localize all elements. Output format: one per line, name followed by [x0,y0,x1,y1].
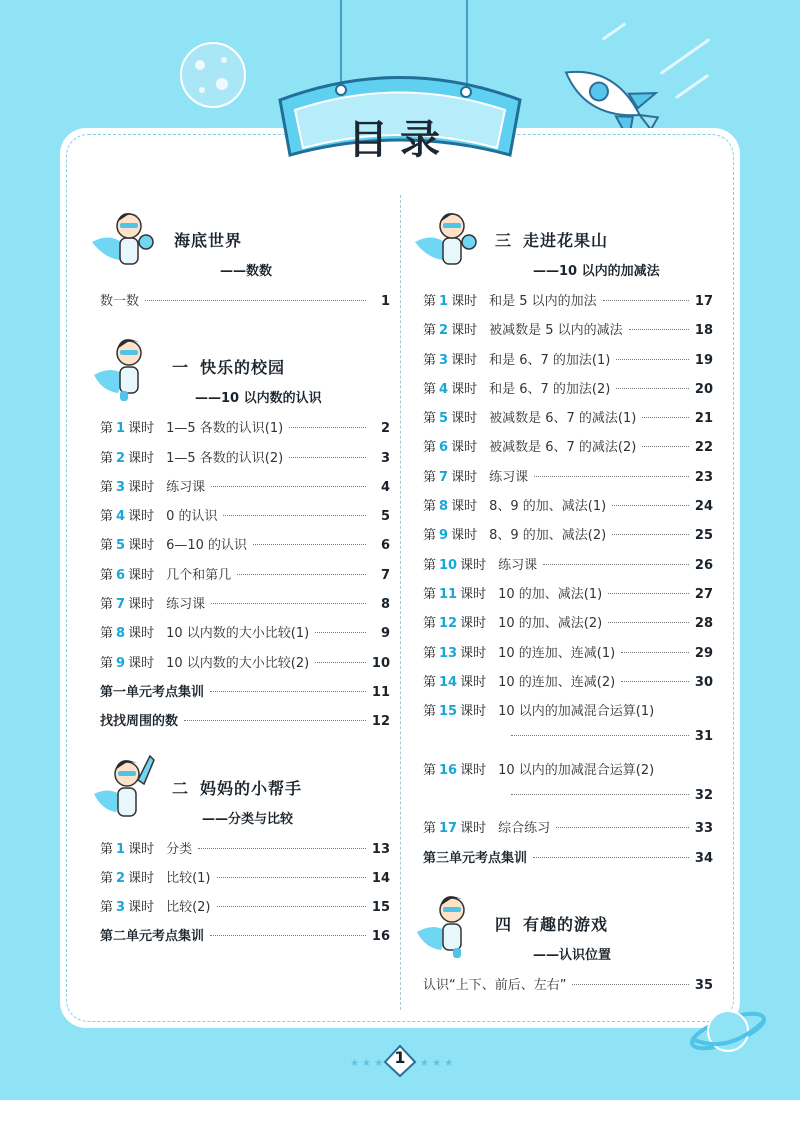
lesson-number: 3 [439,352,449,368]
entry-title: 比较(2) [166,900,211,916]
entry-prefix: 第 [100,421,114,437]
entry-suffix: 课时 [460,704,487,720]
toc-entry[interactable] [423,524,713,553]
leader-dots [511,794,689,795]
entry-title: 被减数是 6、7 的减法(1) [489,411,637,427]
entry-title: 10 的加、减法(2) [498,616,603,632]
entry-title: 和是 6、7 的加法(2) [489,381,611,397]
leader-dots [608,622,689,623]
section-header-unit2 [100,758,390,838]
leader-dots [217,906,366,907]
leader-dots [556,827,689,828]
entry-prefix: 第 [423,499,437,515]
page-number: 13 [371,841,390,857]
entry-title: 综合练习 [498,821,551,837]
lesson-number: 10 [439,557,458,573]
toc-entry[interactable] [423,583,713,612]
section-title-text: 海底世界 [174,231,243,250]
moon-icon [178,40,248,110]
page-number: 24 [694,499,713,515]
toc-entry[interactable] [100,447,390,476]
entry-suffix: 课时 [451,469,478,485]
lesson-number: 1 [116,421,126,437]
entry-title: 认识“上下、前后、左右” [423,977,567,993]
page-number: 14 [371,870,390,886]
leader-dots [642,446,689,447]
entry-suffix: 课时 [451,323,478,339]
superhero-icon [413,202,485,278]
page-number: 35 [694,977,713,993]
leader-dots [315,662,366,663]
entry-prefix: 第 [100,450,114,466]
toc-entry[interactable] [423,700,713,729]
leader-dots [253,544,366,545]
entry-prefix: 第 [423,323,437,339]
page-number: 31 [694,729,713,745]
page-number: 29 [694,645,713,661]
leader-dots [534,476,689,477]
entry-suffix: 课时 [451,499,478,515]
entry-title: 1—5 各数的认识(2) [166,450,284,466]
entry-list-unit1 [100,417,390,681]
entry-title: 10 以内数的大小比较(2) [166,655,310,671]
entry-suffix: 课时 [128,479,155,495]
lesson-number: 13 [439,645,458,661]
entry-title: 被减数是 6、7 的减法(2) [489,440,637,456]
entry-prefix: 第 [423,821,437,837]
toc-entry[interactable] [100,564,390,593]
entry-title: 6—10 的认识 [166,538,248,554]
page-number: 18 [694,323,713,339]
entry-prefix: 第 [100,655,114,671]
lesson-number: 11 [439,586,458,602]
section-title-unit2 [172,776,302,799]
toc-column-right [423,210,713,1003]
leader-dots [210,691,366,692]
entry-prefix: 第 [423,586,437,602]
entry-title: 找找周围的数 [100,714,179,730]
section-header-unit4 [423,894,713,974]
toc-entry[interactable] [100,417,390,446]
page-number: 22 [694,440,713,456]
column-divider [400,195,401,1010]
entry-prefix: 第 [100,538,114,554]
section-number: 四 [495,914,513,934]
page-number: 6 [380,538,390,554]
page-number: 28 [694,616,713,632]
entry-title: 练习课 [498,557,538,573]
toc-entry[interactable] [423,554,713,583]
entry-suffix: 课时 [460,616,487,632]
lesson-number: 1 [439,294,449,309]
entry-prefix: 第 [100,479,114,495]
page-number: 26 [694,557,713,573]
entry-prefix: 第 [100,567,114,583]
leader-dots [511,735,689,736]
leader-dots [621,652,689,653]
toc-entry[interactable] [423,466,713,495]
entry-list-unit3 [423,290,713,700]
page-number: 1 [394,1048,406,1067]
page-number: 5 [380,509,390,525]
entry-title: 8、9 的加、减法(1) [489,499,607,515]
section-subtitle-unit3: ——10 以内的加减法 [533,264,660,279]
entry-title: 10 的连加、连减(2) [498,674,616,690]
page-number: 4 [380,479,390,495]
leader-dots [629,329,689,330]
entry-title: 分类 [166,841,193,857]
entry-prefix: 第 [100,509,114,525]
entry-title: 数一数 [100,294,140,309]
toc-entry[interactable] [100,593,390,622]
page-number: 10 [371,655,390,671]
toc-entry[interactable] [100,290,390,319]
entry-prefix: 第 [423,557,437,573]
svg-text:★ ★ ★: ★ ★ ★ [350,1058,384,1069]
entry-list-unit1-extra [100,681,390,740]
toc-entry[interactable] [100,534,390,563]
lesson-number: 2 [116,870,126,886]
page-number: 11 [371,684,390,700]
entry-prefix: 第 [423,762,437,778]
entry-suffix: 课时 [128,626,155,642]
lesson-number: 15 [439,704,458,720]
entry-title: 几个和第几 [166,567,232,583]
page-number: 16 [371,929,390,945]
toc-entry[interactable] [100,476,390,505]
toc-entry[interactable] [423,495,713,524]
entry-suffix: 课时 [128,900,155,916]
page-number: 1 [380,294,390,309]
page-number: 9 [380,626,390,642]
lesson-number: 2 [439,323,449,339]
toc-entry[interactable] [100,681,390,710]
page-number: 21 [694,411,713,427]
toc-entry[interactable] [100,896,390,925]
entry-prefix: 第 [423,645,437,661]
lesson-number: 17 [439,821,458,837]
entry-prefix: 第 [423,294,437,309]
toc-entry[interactable] [423,847,713,876]
page-number: 33 [694,821,713,837]
toc-entry-continuation [423,729,713,758]
entry-list-unit2-extra [100,925,390,954]
page-number: 34 [694,850,713,866]
entry-prefix: 第 [423,528,437,544]
leader-dots [612,534,689,535]
page-title: 目录 [348,117,452,163]
lesson-number: 9 [439,528,449,544]
leader-dots [642,417,689,418]
toc-entry[interactable] [423,671,713,700]
entry-suffix: 课时 [451,440,478,456]
section-title-unit1 [172,355,285,378]
leader-dots [289,427,366,428]
page-number: 32 [694,788,713,804]
lesson-number: 12 [439,616,458,632]
leader-dots [210,935,366,936]
page-number: 3 [380,450,390,466]
entry-title: 10 以内数的大小比较(1) [166,626,310,642]
section-subtitle-unit2: ——分类与比较 [202,811,294,827]
page-number: 15 [371,900,390,916]
lesson-number: 8 [116,626,126,642]
toc-entry-long[interactable] [423,759,713,818]
entry-title: 比较(1) [166,870,211,886]
page-number: 25 [694,528,713,544]
entry-title: 和是 6、7 的加法(1) [489,352,611,368]
entry-prefix: 第 [423,352,437,368]
leader-dots [621,681,689,682]
page-number: 23 [694,469,713,485]
entry-suffix: 课时 [451,352,478,368]
entry-suffix: 课时 [128,655,155,671]
toc-entry[interactable] [423,612,713,641]
entry-prefix: 第 [100,870,114,886]
leader-dots [289,457,366,458]
lesson-number: 8 [439,499,449,515]
lesson-number: 4 [116,509,126,525]
page-number: 7 [380,567,390,583]
entry-suffix: 课时 [460,762,487,778]
toc-entry[interactable] [100,652,390,681]
toc-entry[interactable] [423,378,713,407]
leader-dots [217,877,366,878]
entry-prefix: 第 [423,616,437,632]
entry-prefix: 第 [100,626,114,642]
page-number: 12 [371,714,390,730]
entry-suffix: 课时 [451,294,478,309]
leader-dots [616,359,689,360]
entry-list-unit4 [423,974,713,1003]
lesson-number: 2 [116,450,126,466]
section-header-unit1 [100,337,390,417]
toc-entry[interactable] [100,622,390,651]
toc-entry-long[interactable] [423,700,713,759]
entry-prefix: 第 [100,900,114,916]
section-title-intro [174,228,242,251]
entry-suffix: 课时 [128,870,155,886]
leader-dots [533,857,689,858]
superhero-icon [413,886,485,962]
superhero-icon [90,329,162,405]
entry-title: 第二单元考点集训 [100,929,205,945]
superhero-icon [90,750,162,826]
toc-entry[interactable] [100,838,390,867]
section-title-text: 快乐的校园 [200,358,286,378]
section-title-text: 妈妈的小帮手 [200,778,303,798]
toc-entry-continuation [423,788,713,817]
section-title-unit3 [495,228,608,251]
toc-entry[interactable] [100,710,390,739]
toc-entry[interactable] [100,925,390,954]
toc-column-left [100,210,390,955]
toc-entry[interactable] [100,867,390,896]
page-number: 30 [694,674,713,690]
entry-title: 练习课 [489,469,529,485]
toc-entry[interactable] [100,505,390,534]
entry-prefix: 第 [100,597,114,613]
section-subtitle-intro: ——数数 [220,264,273,279]
entry-prefix: 第 [423,674,437,690]
lesson-number: 9 [116,655,126,671]
entry-suffix: 课时 [460,557,487,573]
leader-dots [211,603,366,604]
lesson-number: 7 [116,597,126,613]
lesson-number: 6 [116,567,126,583]
entry-prefix: 第 [423,440,437,456]
entry-title: 练习课 [166,597,206,613]
entry-suffix: 课时 [460,645,487,661]
toc-entry[interactable] [423,974,713,1003]
leader-dots [543,564,689,565]
toc-entry[interactable] [423,817,713,846]
section-header-intro [100,210,390,290]
lesson-number: 6 [439,440,449,456]
entry-list-unit2 [100,838,390,926]
toc-entry[interactable] [423,436,713,465]
section-number: 一 [172,358,190,378]
entry-title: 第一单元考点集训 [100,684,205,700]
entry-prefix: 第 [423,381,437,397]
lesson-number: 3 [116,900,126,916]
entry-title: 练习课 [166,479,206,495]
section-number: 二 [172,778,190,798]
entry-title: 0 的认识 [166,509,218,525]
lesson-number: 1 [116,841,126,857]
toc-entry[interactable] [423,759,713,788]
entry-title: 被减数是 5 以内的减法 [489,323,623,339]
section-title-text: 走进花果山 [523,231,609,250]
section-subtitle-unit4: ——认识位置 [533,947,612,963]
leader-dots [608,593,689,594]
entry-suffix: 课时 [451,528,478,544]
entry-suffix: 课时 [128,597,155,613]
entry-suffix: 课时 [128,421,155,437]
section-subtitle-unit1: ——10 以内数的认识 [195,391,322,407]
entry-list-intro [100,290,390,319]
leader-dots [237,574,366,575]
leader-dots [315,632,366,633]
entry-title: 10 的加、减法(1) [498,586,603,602]
toc-entry[interactable] [423,349,713,378]
entry-prefix: 第 [423,469,437,485]
entry-list-unit3-extra [423,847,713,876]
svg-text:★ ★ ★: ★ ★ ★ [420,1058,454,1069]
entry-suffix: 课时 [128,567,155,583]
leader-dots [184,720,366,721]
toc-entry[interactable] [423,290,713,319]
entry-suffix: 课时 [460,674,487,690]
leader-dots [612,505,689,506]
lesson-number: 7 [439,469,449,485]
entry-prefix: 第 [423,411,437,427]
entry-title: 8、9 的加、减法(2) [489,528,607,544]
entry-suffix: 课时 [451,381,478,397]
lesson-number: 4 [439,381,449,397]
toc-entry[interactable] [423,642,713,671]
entry-suffix: 课时 [128,509,155,525]
toc-entry[interactable] [423,319,713,348]
section-title-text: 有趣的游戏 [523,914,609,934]
page-number: 8 [380,597,390,613]
entry-title: 第三单元考点集训 [423,850,528,866]
section-title-unit4 [495,912,608,935]
entry-suffix: 课时 [128,450,155,466]
leader-dots [572,984,688,985]
entry-prefix: 第 [100,841,114,857]
leader-dots [145,300,366,301]
lesson-number: 14 [439,674,458,690]
entry-suffix: 课时 [460,586,487,602]
toc-entry[interactable] [423,407,713,436]
entry-suffix: 课时 [460,821,487,837]
entry-suffix: 课时 [128,538,155,554]
planet-icon [688,995,768,1065]
lesson-number: 5 [116,538,126,554]
superhero-icon [90,202,162,278]
lesson-number: 16 [439,762,458,778]
entry-list-unit3-tail [423,817,713,846]
entry-prefix: 第 [423,704,437,720]
entry-title: 1—5 各数的认识(1) [166,421,284,437]
leader-dots [211,486,366,487]
lesson-number: 5 [439,411,449,427]
page-number: 2 [380,421,390,437]
leader-dots [603,300,689,301]
page-number: 20 [694,381,713,397]
lesson-number: 3 [116,479,126,495]
section-number: 三 [495,231,513,250]
page-number: 19 [694,352,713,368]
leader-dots [198,848,366,849]
entry-title: 10 以内的加减混合运算(2) [498,762,655,778]
entry-title: 和是 5 以内的加法 [489,294,597,309]
page-number: 27 [694,586,713,602]
leader-dots [616,388,689,389]
section-header-unit3 [423,210,713,290]
entry-title: 10 的连加、连减(1) [498,645,616,661]
entry-suffix: 课时 [128,841,155,857]
page-number: 17 [694,294,713,309]
leader-dots [223,515,366,516]
entry-title: 10 以内的加减混合运算(1) [498,704,655,720]
entry-suffix: 课时 [451,411,478,427]
